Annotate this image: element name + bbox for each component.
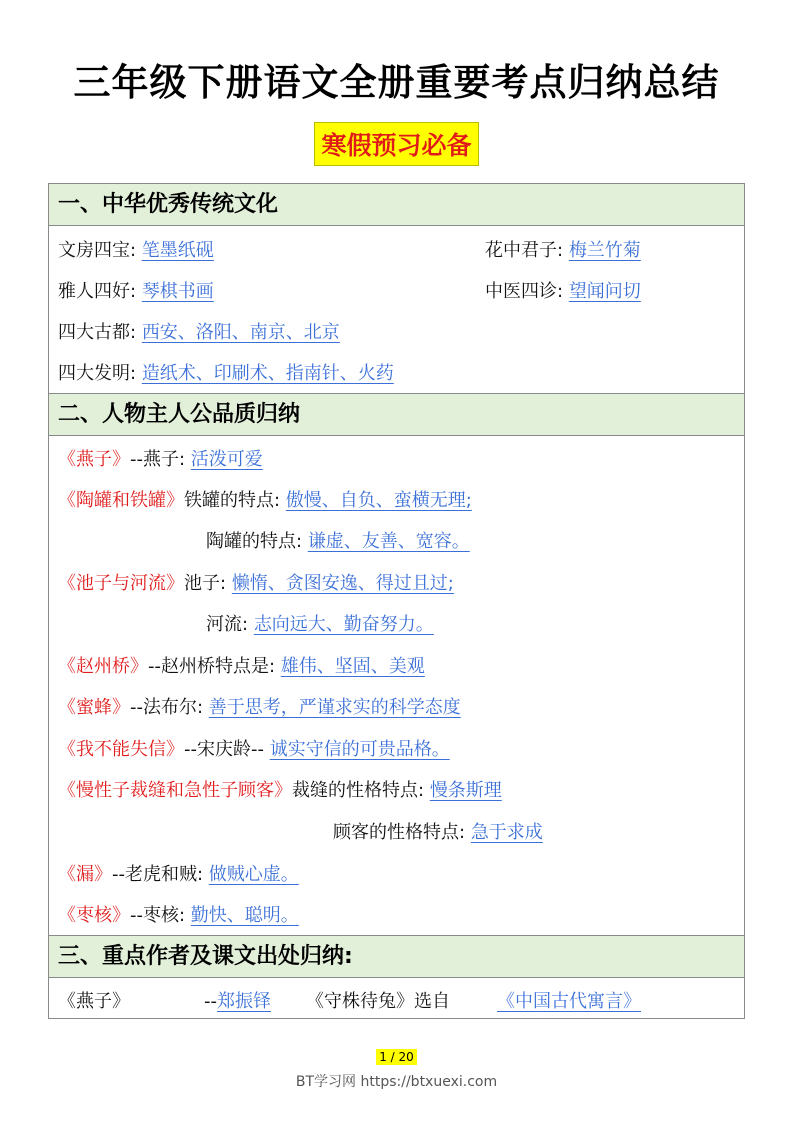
content-table (48, 183, 745, 1019)
list-item: 《蜜蜂》--法布尔: 善于思考，严谨求实的科学态度 (58, 697, 461, 718)
list-item: 四大古都: 西安、洛阳、南京、北京 (58, 322, 340, 343)
list-item: 四大发明: 造纸术、印刷术、指南针、火药 (58, 363, 394, 384)
list-item: 中医四诊: 望闻问切 (485, 281, 641, 302)
list-item: 《赵州桥》--赵州桥特点是: 雄伟、坚固、美观 (58, 656, 425, 677)
list-item: 《中国古代寓言》 (497, 991, 641, 1012)
list-item: 《陶罐和铁罐》铁罐的特点: 傲慢、自负、蛮横无理; (58, 490, 472, 511)
section-heading-characters: 二、人物主人公品质归纳 (49, 393, 744, 436)
page-number: 1 / 20 (376, 1049, 417, 1065)
list-item: 花中君子: 梅兰竹菊 (485, 240, 641, 261)
list-item: 《守株待兔》选自 (306, 991, 450, 1012)
list-item: --郑振铎 (204, 991, 271, 1012)
list-item: 陶罐的特点: 谦虚、友善、宽容。 (206, 531, 470, 552)
list-item: 《枣核》--枣核: 勤快、聪明。 (58, 905, 299, 926)
list-item: 顾客的性格特点: 急于求成 (333, 822, 543, 843)
list-item: 《燕子》 (58, 991, 130, 1012)
list-item: 文房四宝: 笔墨纸砚 (58, 240, 214, 261)
list-item: 雅人四好: 琴棋书画 (58, 281, 214, 302)
list-item: 河流: 志向远大、勤奋努力。 (206, 614, 434, 635)
section-heading-culture: 一、中华优秀传统文化 (49, 183, 744, 226)
list-item: 《燕子》--燕子: 活泼可爱 (58, 449, 263, 470)
list-item: 《慢性子裁缝和急性子顾客》裁缝的性格特点: 慢条斯理 (58, 780, 502, 801)
section-heading-authors: 三、重点作者及课文出处归纳: (49, 935, 744, 978)
list-item: 《池子与河流》池子: 懒惰、贪图安逸、得过且过; (58, 573, 454, 594)
list-item: 《我不能失信》--宋庆龄-- 诚实守信的可贵品格。 (58, 739, 450, 760)
list-item: 《漏》--老虎和贼: 做贼心虚。 (58, 864, 299, 885)
subtitle-badge: 寒假预习必备 (314, 122, 478, 166)
document-title: 三年级下册语文全册重要考点归纳总结 (73, 61, 720, 104)
footer-text: BT学习网 https://btxuexi.com (295, 1074, 498, 1090)
